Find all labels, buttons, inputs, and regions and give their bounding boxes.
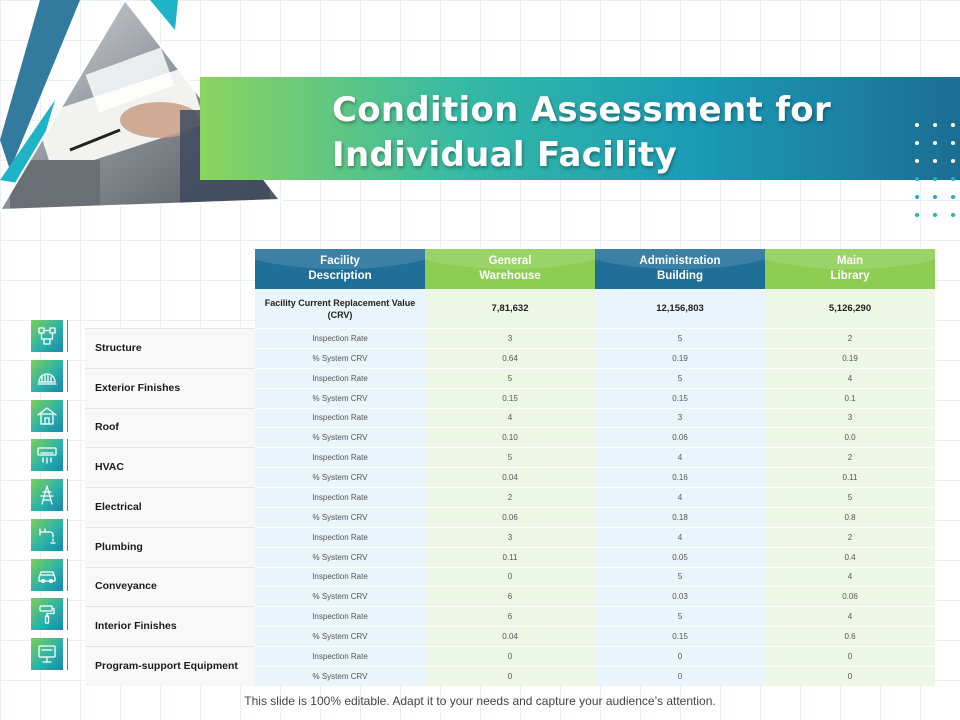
building-dome-icon [31, 360, 63, 392]
network-diagram-icon [31, 320, 63, 352]
table-header-row [85, 249, 937, 289]
sub-label-crv: % System CRV [255, 388, 425, 408]
assessment-table [85, 249, 937, 686]
sub-label-crv: % System CRV [255, 348, 425, 368]
category-label: Electrical [85, 487, 255, 527]
system-crv-cell: 0.03 [595, 586, 765, 606]
system-crv-cell: 0.15 [595, 626, 765, 646]
table-row [85, 487, 937, 527]
inspection-rate-cell: 6 [425, 606, 595, 626]
paint-roller-icon [31, 598, 63, 630]
header-administration-building: Administration Building [595, 249, 765, 289]
system-crv-cell: 0.10 [425, 427, 595, 447]
table-row [85, 328, 937, 368]
inspection-rate-cell: 4 [425, 408, 595, 428]
power-tower-icon [31, 479, 63, 511]
decorative-dot-grid [912, 120, 960, 225]
system-crv-cell: 0.06 [425, 507, 595, 527]
table-row [85, 527, 937, 567]
system-crv-cell: 0 [425, 666, 595, 686]
crv-label: Facility Current Replacement Value (CRV) [255, 289, 425, 328]
category-label: Exterior Finishes [85, 368, 255, 408]
sub-label-inspection: Inspection Rate [255, 408, 425, 428]
table-body [85, 328, 937, 686]
inspection-rate-cell: 3 [425, 328, 595, 348]
inspection-rate-cell: 5 [595, 368, 765, 388]
header-facility-description: Facility Description [255, 249, 425, 289]
slide-title: Condition Assessment for Individual Facility [332, 90, 832, 175]
category-label: Roof [85, 408, 255, 448]
system-crv-cell: 0.4 [765, 547, 935, 567]
system-crv-cell: 0.05 [595, 547, 765, 567]
inspection-rate-cell: 4 [595, 527, 765, 547]
sub-label-crv: % System CRV [255, 467, 425, 487]
system-crv-cell: 0.18 [595, 507, 765, 527]
table-row [85, 567, 937, 607]
system-crv-cell: 0.11 [425, 547, 595, 567]
category-label: Structure [85, 328, 255, 368]
inspection-rate-cell: 5 [595, 567, 765, 587]
system-crv-cell: 0.15 [425, 388, 595, 408]
system-crv-cell: 0.19 [595, 348, 765, 368]
equipment-monitor-icon [31, 638, 63, 670]
inspection-rate-cell: 5 [595, 328, 765, 348]
faucet-icon [31, 519, 63, 551]
system-crv-cell: 0 [765, 666, 935, 686]
sub-label-inspection: Inspection Rate [255, 606, 425, 626]
crv-row [85, 289, 937, 328]
table-row [85, 408, 937, 448]
sub-label-inspection: Inspection Rate [255, 328, 425, 348]
inspection-rate-cell: 2 [765, 527, 935, 547]
inspection-rate-cell: 4 [595, 487, 765, 507]
sub-label-inspection: Inspection Rate [255, 368, 425, 388]
inspection-rate-cell: 5 [425, 447, 595, 467]
sub-label-crv: % System CRV [255, 626, 425, 646]
table-row [85, 646, 937, 686]
inspection-rate-cell: 4 [765, 368, 935, 388]
inspection-rate-cell: 0 [425, 646, 595, 666]
system-crv-cell: 0.06 [595, 427, 765, 447]
roof-house-icon [31, 400, 63, 432]
system-crv-cell: 0.0 [765, 427, 935, 447]
inspection-rate-cell: 2 [765, 447, 935, 467]
inspection-rate-cell: 0 [425, 567, 595, 587]
system-crv-cell: 0.8 [765, 507, 935, 527]
sub-label-inspection: Inspection Rate [255, 487, 425, 507]
inspection-rate-cell: 2 [425, 487, 595, 507]
table-row [85, 606, 937, 646]
system-crv-cell: 0.1 [765, 388, 935, 408]
inspection-rate-cell: 3 [425, 527, 595, 547]
inspection-rate-cell: 0 [765, 646, 935, 666]
system-crv-cell: 0.04 [425, 467, 595, 487]
system-crv-cell: 0.15 [595, 388, 765, 408]
inspection-rate-cell: 4 [765, 567, 935, 587]
sub-label-crv: % System CRV [255, 507, 425, 527]
inspection-rate-cell: 5 [595, 606, 765, 626]
inspection-rate-cell: 3 [765, 408, 935, 428]
system-crv-cell: 0.6 [765, 626, 935, 646]
system-crv-cell: 0.64 [425, 348, 595, 368]
vehicle-icon [31, 559, 63, 591]
header-general-warehouse: General Warehouse [425, 249, 595, 289]
crv-value-administration: 12,156,803 [595, 289, 765, 328]
sub-label-crv: % System CRV [255, 666, 425, 686]
system-crv-cell: 0.06 [765, 586, 935, 606]
category-label: Conveyance [85, 567, 255, 607]
category-label: Program-support Equipment [85, 646, 255, 686]
sub-label-crv: % System CRV [255, 547, 425, 567]
inspection-rate-cell: 5 [765, 487, 935, 507]
sub-label-crv: % System CRV [255, 586, 425, 606]
footer-note: This slide is 100% editable. Adapt it to your needs and capture your audience’s attention. [244, 694, 716, 708]
crv-value-warehouse: 7,81,632 [425, 289, 595, 328]
inspection-rate-cell: 4 [765, 606, 935, 626]
system-crv-cell: 0.04 [425, 626, 595, 646]
inspection-rate-cell: 3 [595, 408, 765, 428]
system-crv-cell: 6 [425, 586, 595, 606]
sub-label-inspection: Inspection Rate [255, 646, 425, 666]
inspection-rate-cell: 5 [425, 368, 595, 388]
inspection-rate-cell: 0 [595, 646, 765, 666]
category-label: Plumbing [85, 527, 255, 567]
table-row [85, 368, 937, 408]
system-crv-cell: 0.19 [765, 348, 935, 368]
system-crv-cell: 0.11 [765, 467, 935, 487]
sub-label-crv: % System CRV [255, 427, 425, 447]
sub-label-inspection: Inspection Rate [255, 447, 425, 467]
air-conditioner-icon [31, 439, 63, 471]
system-crv-cell: 0.16 [595, 467, 765, 487]
header-main-library: Main Library [765, 249, 935, 289]
system-crv-cell: 0 [595, 666, 765, 686]
sub-label-inspection: Inspection Rate [255, 527, 425, 547]
inspection-rate-cell: 2 [765, 328, 935, 348]
inspection-rate-cell: 4 [595, 447, 765, 467]
table-row [85, 447, 937, 487]
sub-label-inspection: Inspection Rate [255, 567, 425, 587]
category-label: HVAC [85, 447, 255, 487]
category-icons-column [31, 320, 69, 678]
crv-value-library: 5,126,290 [765, 289, 935, 328]
category-label: Interior Finishes [85, 606, 255, 646]
